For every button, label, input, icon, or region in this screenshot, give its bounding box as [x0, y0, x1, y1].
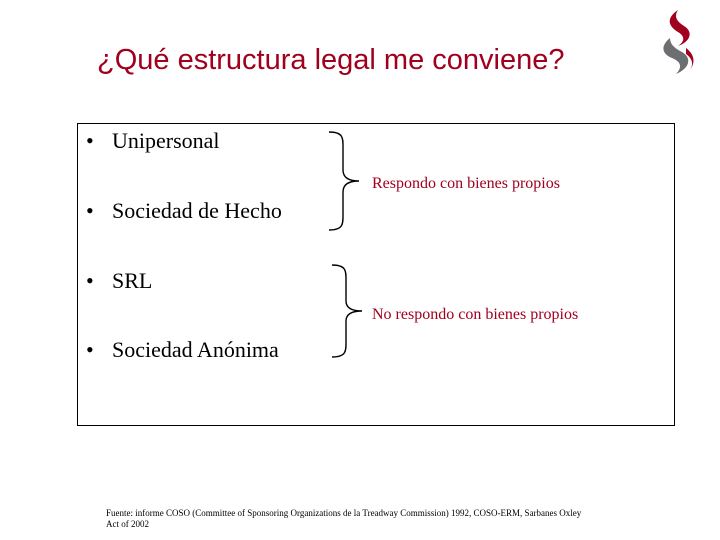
- list-item-label: Sociedad Anónima: [112, 337, 279, 362]
- list-item-unipersonal: [86, 128, 220, 154]
- content-box: [77, 123, 675, 426]
- list-item-label: Sociedad de Hecho: [112, 198, 282, 223]
- flame-logo-icon: [656, 8, 702, 80]
- bullet-marker: •: [86, 337, 94, 362]
- source-footnote: Fuente: informe COSO (Committee of Sponsoring Organizations de la Treadway Commission) 1992, COSO-ERM, Sarbanes Oxley Act of 2002: [106, 508, 582, 529]
- curly-brace-icon: [327, 130, 363, 232]
- bullet-marker: •: [86, 198, 94, 223]
- bullet-marker: •: [86, 268, 94, 293]
- list-item-srl: [86, 268, 152, 294]
- slide-title: ¿Qué estructura legal me conviene?: [97, 44, 565, 76]
- list-item-sociedad-anonima: [86, 337, 279, 363]
- curly-brace-icon: [330, 263, 366, 359]
- group-label-limited-liability: No respondo con bienes propios: [372, 306, 579, 323]
- group-label-personal-liability: Respondo con bienes propios: [372, 175, 560, 192]
- list-item-label: SRL: [112, 268, 153, 293]
- list-item-label: Unipersonal: [112, 128, 220, 153]
- list-item-sociedad-de-hecho: [86, 198, 282, 224]
- bullet-marker: •: [86, 128, 94, 153]
